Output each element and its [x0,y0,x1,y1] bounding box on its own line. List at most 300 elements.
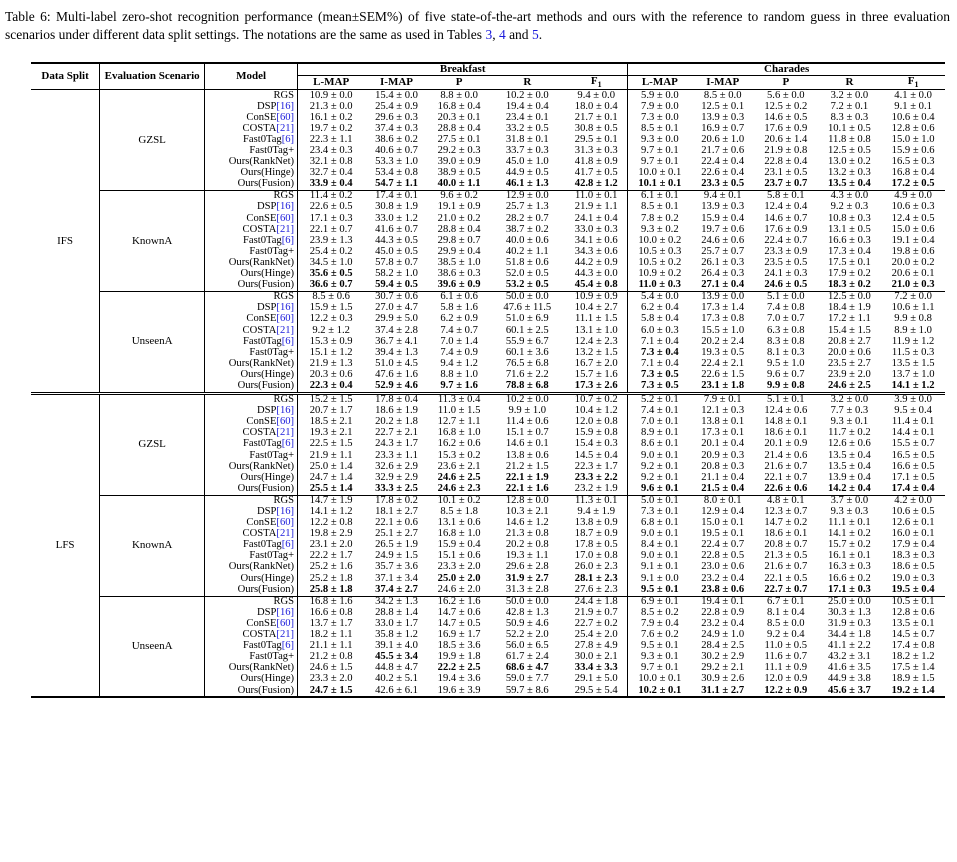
metric-value-cell [628,584,692,596]
metric-value-cell: 9.7 ± 0.1 [641,145,679,156]
metric-value-cell: 17.3 ± 1.4 [701,303,745,314]
metric-value-cell: 17.1 ± 0.3 [309,213,353,224]
citation-link[interactable]: [21] [276,325,295,336]
metric-value-cell: 7.4 ± 0.8 [767,303,805,314]
metric-value-cell: 24.3 ± 1.7 [375,439,418,450]
metric-value-cell: 20.0 ± 0.2 [891,257,935,268]
metric-value-cell: 50.0 ± 0.0 [505,596,549,607]
citation-link[interactable]: [6] [281,134,295,145]
metric-value-cell [628,685,692,697]
metric-value-cell: 19.4 ± 3.6 [437,674,481,685]
metric-value-cell: 5.1 ± 0.1 [767,394,805,406]
metric-value-cell: 22.1 ± 0.7 [309,224,353,235]
metric-value-cell [489,663,565,674]
metric-value-cell: 9.5 ± 0.4 [894,405,932,417]
metric-value-cell: 16.0 ± 0.1 [891,528,935,540]
metric-value-cell: 7.7 ± 0.3 [830,405,869,417]
model-name: RGS [273,89,295,101]
best-value: 37.4 ± 2.7 [375,584,418,595]
metric-value-cell: 21.2 ± 1.5 [505,461,549,472]
metric-value-cell: 12.0 ± 0.8 [565,417,628,428]
metric-value-cell: 8.1 ± 0.3 [767,347,805,358]
best-value: 46.1 ± 1.3 [505,179,549,190]
metric-value-cell: 19.3 ± 2.1 [309,428,353,439]
metric-value-cell: 9.1 ± 0.1 [641,562,679,573]
metric-value-cell [298,280,365,292]
model-cell [205,291,298,303]
metric-value-cell [489,484,565,496]
metric-value-cell: 40.2 ± 1.1 [505,246,549,257]
metric-value-cell: 17.5 ± 0.1 [827,257,871,268]
metric-value-cell: 19.1 ± 0.9 [437,202,481,213]
best-value: 21.5 ± 0.4 [701,483,745,494]
metric-value-cell: 23.2 ± 1.9 [565,484,628,496]
metric-value-cell: 30.0 ± 2.1 [565,652,628,663]
table-body [31,90,945,698]
citation-link[interactable]: [60] [276,417,295,428]
metric-value-cell [754,484,818,496]
metric-value-cell: 47.6 ± 11.5 [503,303,552,314]
best-value: 22.1 ± 1.6 [505,483,549,494]
metric-value-cell: 9.3 ± 0.2 [641,224,679,235]
model-name: Ours(RankNet) [228,257,295,268]
metric-value-cell: 10.5 ± 0.2 [638,257,682,268]
model-cell [205,101,298,112]
best-value: 9.5 ± 0.1 [641,584,679,595]
model-name: Ours(Fusion) [237,483,295,494]
metric-value-cell: 36.7 ± 4.1 [375,336,418,347]
best-value: 25.0 ± 2.0 [437,573,481,584]
metric-value-cell: 12.6 ± 0.1 [891,517,935,529]
metric-value-cell: 13.1 ± 1.0 [565,325,628,336]
metric-value-cell: 6.8 ± 0.1 [641,517,679,529]
best-value: 19.5 ± 0.4 [891,584,935,595]
metric-value-cell: 7.8 ± 0.2 [641,213,679,224]
best-value: 14.1 ± 1.2 [891,380,935,391]
metric-value-cell: 44.2 ± 0.9 [565,258,628,269]
metric-value-cell: 23.0 ± 0.6 [701,562,745,573]
model-cell [205,652,298,663]
scenario-cell: GZSL [100,393,205,495]
metric-value-cell: 15.4 ± 0.0 [375,89,418,101]
caption-end: . [538,27,543,42]
model-name: Ours(RankNet) [228,461,295,472]
metric-value-cell: 14.8 ± 0.1 [764,417,808,428]
metric-value-cell: 6.1 ± 0.6 [440,291,478,303]
metric-value-cell: 12.9 ± 0.0 [505,190,549,202]
metric-value-cell: 47.6 ± 1.6 [375,369,418,380]
best-value: 21.0 ± 0.3 [891,279,935,291]
metric-value-cell: 21.9 ± 1.1 [309,450,353,461]
metric-value-cell: 13.1 ± 0.5 [827,224,871,235]
metric-value-cell: 3.2 ± 0.0 [830,89,869,101]
metric-value-cell [881,685,945,697]
metric-value-cell [881,179,945,191]
metric-value-cell: 22.4 ± 0.7 [764,235,808,246]
citation-link[interactable]: [60] [276,213,295,224]
metric-value-cell: 39.1 ± 4.0 [375,640,418,652]
metric-value-cell: 17.3 ± 0.8 [701,314,745,325]
metric-value-cell: 33.2 ± 0.5 [505,123,549,134]
caption-sep: and [505,27,532,42]
metric-value-cell: 42.8 ± 1.3 [505,607,549,618]
citation-link[interactable]: [6] [281,336,295,347]
metric-value-cell: 7.0 ± 0.7 [767,314,805,325]
metric-value-cell: 34.4 ± 1.8 [827,629,871,641]
metric-value-cell [298,484,365,496]
metric-value-cell: 8.3 ± 0.8 [767,336,805,347]
metric-value-cell: 8.5 ± 0.2 [641,607,679,618]
best-value: 33.9 ± 0.4 [309,179,353,190]
metric-value-cell: 16.8 ± 0.4 [891,167,935,179]
citation-link[interactable]: [6] [281,439,295,450]
metric-value-cell: 22.6 ± 1.5 [701,369,745,380]
metric-value-cell: 11.3 ± 0.1 [565,495,628,507]
metric-value-cell: 18.6 ± 0.1 [764,528,808,540]
best-value: 17.2 ± 0.5 [891,179,935,190]
metric-value-cell: 7.3 ± 0.1 [641,506,679,517]
metric-value-cell: 30.2 ± 2.9 [701,651,745,663]
metric-value-cell: 22.6 ± 0.4 [701,167,745,179]
model-cell [205,168,298,179]
metric-value-cell: 18.5 ± 3.6 [437,640,481,652]
metric-value-cell: 12.4 ± 0.5 [891,213,935,224]
metric-value-cell: 10.0 ± 0.1 [638,167,682,179]
metric-value-cell: 13.1 ± 0.6 [437,517,481,529]
model-name: Ours(Hinge) [240,472,295,483]
metric-value-cell: 17.9 ± 0.2 [827,268,871,280]
metric-value-cell: 32.9 ± 2.9 [375,472,418,483]
metric-value-cell: 12.9 ± 0.4 [701,506,745,517]
metric-value-cell: 22.1 ± 0.6 [375,517,418,529]
metric-value-cell: 18.4 ± 1.9 [827,303,871,314]
model-cell [205,280,298,292]
best-value: 59.4 ± 0.5 [375,279,418,291]
citation-link[interactable]: [21] [276,224,295,235]
metric-value-cell: 3.2 ± 0.0 [830,394,869,406]
metric-value-cell: 12.6 ± 0.6 [827,439,871,450]
metric-value-cell: 20.6 ± 1.4 [764,134,808,145]
model-cell [205,247,298,258]
model-name: Ours(RankNet) [228,663,295,674]
model-name: DSP [256,405,277,417]
metric-value-cell: 11.4 ± 0.6 [506,417,549,428]
model-name: Fast0Tag+ [249,145,295,156]
metric-value-cell: 8.8 ± 1.0 [440,369,478,380]
metric-value-cell: 18.5 ± 2.1 [309,417,353,428]
model-cell [205,472,298,483]
metric-value-cell: 13.7 ± 1.0 [891,369,935,380]
metric-value-cell: 21.3 ± 0.8 [505,528,549,540]
metric-value-cell: 5.8 ± 0.1 [767,190,805,202]
metric-value-cell: 10.6 ± 0.5 [891,506,935,517]
metric-value-cell: 8.6 ± 0.1 [641,439,679,450]
metric-value-cell: 34.2 ± 1.3 [375,596,418,607]
citation-link[interactable]: [16] [276,101,295,112]
metric-value-cell: 7.4 ± 0.7 [440,325,478,336]
metric-value-cell: 4.3 ± 0.0 [830,190,869,202]
metric-value-cell: 18.3 ± 0.3 [891,551,935,562]
table-row [31,393,945,406]
metric-value-cell: 8.9 ± 0.1 [641,428,679,439]
table-ref-link[interactable]: 3 [485,27,493,42]
model-name: Fast0Tag+ [249,651,295,663]
model-cell [205,663,298,674]
metric-value-cell: 12.8 ± 0.0 [505,495,549,506]
metric-value-cell: 9.1 ± 0.0 [641,573,679,584]
metric-value-cell: 16.2 ± 0.6 [437,439,481,450]
metric-value-cell: 28.8 ± 0.4 [437,224,481,235]
model-cell [205,303,298,314]
metric-value-cell: 8.5 ± 0.1 [641,202,679,213]
citation-link[interactable]: [21] [276,528,295,540]
metric-value-cell: 22.1 ± 0.7 [764,472,808,483]
metric-value-cell: 8.5 ± 0.1 [641,123,679,134]
metric-value-cell [881,280,945,292]
metric-value-cell: 23.1 ± 2.0 [309,540,353,551]
scenario-cell: KnownA [100,191,205,292]
metric-value-cell: 4.2 ± 0.0 [894,495,932,506]
citation-link[interactable]: [60] [276,618,295,629]
metric-value-cell [881,484,945,496]
metric-value-cell: 6.9 ± 0.1 [641,596,679,607]
metric-value-cell: 59.0 ± 7.7 [505,674,549,685]
metric-value-cell: 14.1 ± 1.2 [309,506,353,517]
model-cell [205,428,298,439]
metric-value-cell: 19.7 ± 0.2 [309,123,353,134]
metric-value-cell: 9.0 ± 0.1 [641,450,679,461]
metric-value-cell: 9.9 ± 1.0 [508,405,547,417]
metric-value-cell [628,381,692,394]
best-value: 78.8 ± 6.8 [505,380,549,391]
metric-value-cell [691,685,754,697]
model-name: Fast0Tag+ [249,450,295,461]
metric-value-cell: 14.7 ± 0.6 [437,607,481,618]
citation-link[interactable]: [6] [281,640,295,652]
metric-value-cell: 9.1 ± 0.1 [894,101,932,112]
model-name: RGS [273,495,295,506]
model-name: DSP [256,202,277,213]
best-value: 45.4 ± 0.8 [574,279,618,291]
scenario-cell: UnseenA [100,291,205,393]
metric-value-cell: 17.8 ± 0.2 [375,495,418,506]
metric-value-cell: 26.5 ± 1.9 [375,540,418,551]
metric-value-cell: 13.2 ± 1.5 [565,347,628,358]
metric-value-cell: 29.5 ± 0.1 [565,135,628,146]
metric-value-cell: 24.6 ± 2.0 [437,584,481,595]
metric-value-cell: 16.3 ± 0.3 [827,562,871,573]
model-name: Fast0Tag [243,540,282,551]
model-name: Ours(RankNet) [228,562,295,573]
metric-value-cell: 19.4 ± 0.1 [701,596,745,607]
citation-link[interactable]: [21] [276,428,295,439]
metric-value-cell: 16.8 ± 1.0 [437,428,481,439]
metric-value-cell: 14.7 ± 0.2 [764,517,808,529]
model-cell [205,202,298,213]
header-dataset-charades: Charades [628,63,945,76]
citation-link[interactable]: [16] [276,202,295,213]
citation-link[interactable]: [60] [276,112,295,123]
metric-value-cell [565,472,628,483]
data-split-cell: LFS [31,393,100,697]
table-ref-link[interactable]: 5 [531,27,539,42]
metric-value-cell [489,472,565,483]
metric-value-cell: 25.0 ± 1.4 [309,461,353,472]
metric-value-cell: 9.4 ± 1.2 [440,358,478,369]
best-value: 19.2 ± 1.4 [891,685,935,696]
metric-value-cell: 22.1 ± 0.5 [764,573,808,584]
metric-value-cell: 8.3 ± 0.3 [830,112,869,123]
table-row [31,596,945,608]
metric-value-cell: 12.7 ± 1.1 [437,417,481,428]
model-cell [205,551,298,562]
metric-value-cell: 10.1 ± 0.2 [437,495,481,506]
metric-value-cell: 3.7 ± 0.0 [830,495,869,506]
metric-value-cell [298,685,365,697]
best-value: 24.6 ± 2.5 [437,472,481,483]
citation-link[interactable]: [60] [276,314,295,325]
metric-value-cell: 3.9 ± 0.0 [894,394,932,406]
best-value: 18.3 ± 0.2 [827,279,871,291]
model-name: COSTA [242,224,277,235]
metric-value-cell: 26.0 ± 2.3 [565,562,628,573]
scenario-cell: GZSL [100,90,205,191]
metric-value-cell: 13.9 ± 0.3 [701,112,745,123]
metric-value-cell: 56.0 ± 6.5 [505,640,549,652]
model-cell [205,529,298,540]
citation-link[interactable]: [16] [276,506,295,517]
metric-value-cell: 17.1 ± 0.5 [891,472,935,483]
metric-value-cell: 10.3 ± 2.1 [505,506,549,517]
metric-value-cell: 24.1 ± 0.3 [764,268,808,280]
metric-value-cell: 21.7 ± 0.6 [701,145,745,156]
metric-value-cell: 18.9 ± 1.5 [891,674,935,685]
metric-value-cell: 24.9 ± 1.0 [701,629,745,641]
metric-value-cell: 17.0 ± 0.8 [565,551,628,562]
metric-value-cell [429,472,490,483]
table-ref-link[interactable]: 4 [498,27,506,42]
metric-value-cell: 14.5 ± 0.4 [565,450,628,461]
citation-link[interactable]: [60] [276,517,295,529]
metric-value-cell: 8.0 ± 0.1 [703,495,742,506]
metric-value-cell: 12.4 ± 0.6 [764,405,808,417]
header-metric: I-MAP [706,76,740,89]
metric-value-cell: 15.0 ± 0.6 [891,224,935,235]
model-cell [205,381,298,394]
model-cell [205,674,298,685]
metric-value-cell [881,381,945,394]
metric-value-cell: 5.9 ± 0.0 [641,89,679,101]
citation-link[interactable]: [16] [276,607,295,618]
metric-value-cell: 12.4 ± 0.4 [764,202,808,213]
model-name: Fast0Tag+ [249,246,295,257]
metric-value-cell: 37.4 ± 2.8 [375,325,418,336]
metric-value-cell: 8.9 ± 1.0 [894,325,932,336]
model-name: Fast0Tag [243,235,282,246]
metric-value-cell: 10.5 ± 0.3 [638,246,682,257]
metric-value-cell: 21.2 ± 0.8 [309,651,353,663]
metric-value-cell: 12.5 ± 0.5 [827,145,871,156]
citation-link[interactable]: [16] [276,405,295,417]
citation-link[interactable]: [6] [281,540,295,551]
metric-value-cell: 11.4 ± 0.1 [891,417,935,428]
model-cell [205,584,298,596]
header-metric: $F_1$ [907,75,919,90]
best-value: 13.5 ± 0.4 [827,179,871,190]
metric-value-cell: 11.8 ± 0.8 [828,134,871,145]
metric-value-cell: 14.1 ± 0.2 [827,528,871,540]
metric-value-cell: 18.1 ± 2.7 [375,506,418,517]
metric-value-cell: 9.5 ± 1.0 [767,358,805,369]
metric-value-cell: 16.1 ± 0.2 [309,112,353,123]
best-value: 24.6 ± 2.3 [437,483,481,494]
metric-value-cell: 17.4 ± 0.8 [891,640,935,652]
metric-value-cell: 7.3 ± 0.0 [641,112,679,123]
scenario-cell: UnseenA [100,596,205,697]
citation-link[interactable]: [21] [276,123,295,134]
metric-value-cell: 9.4 ± 0.1 [703,190,742,202]
metric-value-cell: 12.5 ± 0.0 [827,291,871,303]
metric-value-cell: 23.5 ± 2.7 [827,358,871,369]
best-value: 9.6 ± 0.1 [641,483,679,494]
metric-value-cell: 41.1 ± 2.2 [827,640,871,652]
citation-link[interactable]: [21] [276,629,295,641]
citation-link[interactable]: [6] [281,235,295,246]
best-value: 40.0 ± 1.1 [437,179,481,190]
metric-value-cell: 21.9 ± 1.3 [309,358,353,369]
metric-value-cell: 13.8 ± 0.9 [565,518,628,529]
model-name: Ours(Fusion) [237,179,295,190]
metric-value-cell: 5.8 ± 1.6 [440,303,478,314]
metric-value-cell: 9.9 ± 0.8 [894,314,932,325]
metric-value-cell: 30.9 ± 2.6 [701,674,745,685]
metric-value-cell: 20.8 ± 0.7 [764,540,808,551]
metric-value-cell: 21.6 ± 0.7 [764,562,808,573]
model-name: Ours(Fusion) [237,685,295,696]
model-cell [205,191,298,203]
model-cell [205,641,298,652]
metric-value-cell: 27.8 ± 4.9 [565,641,628,652]
metric-value-cell: 61.7 ± 2.4 [505,651,549,663]
metric-value-cell [628,280,692,292]
metric-value-cell: 19.0 ± 0.3 [891,573,935,584]
model-cell [205,495,298,507]
metric-value-cell [298,269,365,280]
metric-value-cell: 29.6 ± 2.8 [505,562,549,573]
citation-link[interactable]: [16] [276,303,295,314]
metric-value-cell: 25.4 ± 0.2 [309,246,353,257]
metric-value-cell: 16.6 ± 0.3 [827,235,871,246]
metric-value-cell: 13.9 ± 0.4 [827,472,871,483]
metric-value-cell [489,573,565,584]
metric-value-cell: 4.8 ± 0.1 [767,495,805,506]
metric-value-cell: 31.3 ± 0.3 [565,146,628,157]
metric-value-cell: 9.7 ± 0.1 [641,156,679,168]
metric-value-cell: 29.9 ± 5.0 [375,314,418,325]
best-value: 7.3 ± 0.5 [641,369,679,380]
metric-value-cell: 27.5 ± 0.1 [437,134,481,145]
metric-value-cell: 39.0 ± 0.9 [437,156,481,168]
metric-value-cell: 13.5 ± 0.4 [827,450,871,461]
table-caption [5,8,950,44]
model-name: ConSE [246,517,277,529]
model-cell [205,406,298,417]
model-name: COSTA [242,629,277,641]
metric-value-cell: 23.9 ± 2.0 [827,369,871,380]
metric-value-cell: 15.9 ± 1.5 [309,303,353,314]
metric-value-cell: 8.8 ± 0.0 [440,89,478,101]
metric-value-cell: 15.9 ± 0.4 [701,213,745,224]
